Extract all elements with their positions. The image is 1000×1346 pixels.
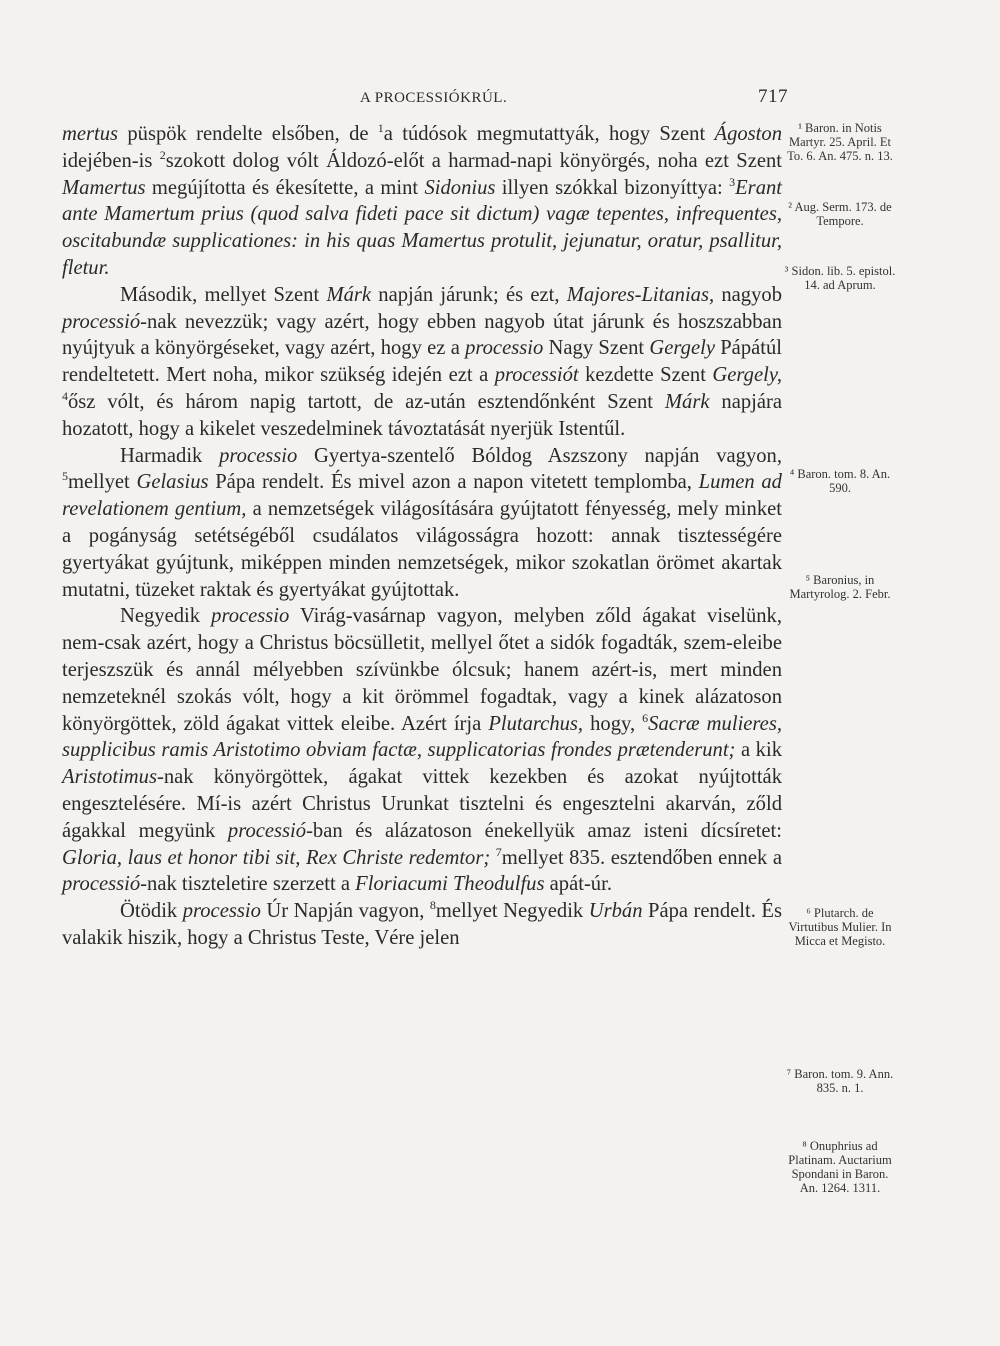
paragraph: [62, 443, 782, 604]
margin-note: ³ Sidon. lib. 5. epistol. 14. ad Aprum.: [784, 264, 896, 292]
text-run: -nak tiszteletire szerzett a: [140, 873, 356, 896]
text-run: kezdette Szent: [578, 364, 713, 387]
footnote-marker: 6: [642, 710, 649, 725]
margin-note: ² Aug. Serm. 173. de Tempore.: [788, 200, 892, 228]
italic-run: Floriacumi Theodulfus: [355, 873, 545, 896]
text-run: szokott dolog vólt Áldozó-előt a harmad-napi könyörgés, noha ezt Szent: [165, 149, 783, 172]
footnote-marker: 5: [62, 469, 68, 484]
italic-run: Gergely: [649, 337, 715, 360]
text-run: Gyertya-szentelő Bóldog Aszszony napján vagyon,: [297, 444, 782, 467]
italic-run: Sacræ mulieres, supplicibus ramis Aristotimo obviam factæ, supplicatorias frondes prætenderunt;: [62, 712, 782, 762]
text-run: Negyedik: [120, 605, 212, 628]
italic-run: processiót: [494, 364, 579, 387]
italic-run: processio: [465, 337, 544, 360]
text-run: hogy,: [583, 712, 643, 735]
margin-note: ⁷ Baron. tom. 9. Ann. 835. n. 1.: [786, 1067, 894, 1095]
text-run: a nemzetségek világosítására gyújtatott fényesség, mely minket a pogányság setétségéből csudálatos világosságra hozott: annak tisztességére gyertyákat gyújtunk, miképpen minden nemzetségek, mikor szokatlan örömet akartak mutatni, tüzeket raktak és gyertyákat gyújtottak.: [62, 498, 782, 601]
text-run: a túdósok megmutattyák, hogy Szent: [383, 123, 715, 145]
page-number: 717: [758, 86, 788, 107]
text-run: Pápátúl rendeltetett. Mert noha, mikor szükség idején ezt a: [62, 337, 782, 387]
margin-note: ⁵ Baronius, in Martyrolog. 2. Febr.: [789, 573, 891, 601]
italic-run: processio: [211, 605, 290, 628]
italic-run: Márk: [326, 283, 372, 306]
text-run: -nak nevezzük; vagy azért, hogy ebben nagyob útat járunk és hoszszabban nyújtyuk a könyörgéseket, vagy azért, hogy ez a: [62, 310, 782, 360]
text-run: Pápa rendelt. És valakik hiszik, hogy a Christus Teste, Vére jelen: [62, 900, 782, 949]
italic-run: Mamertus: [62, 176, 146, 199]
footnote-marker: 7: [495, 844, 502, 859]
italic-run: Majores-Litanias,: [566, 283, 715, 306]
footnote-marker: 2: [159, 147, 166, 162]
running-title: A PROCESSIÓKRÚL.: [360, 90, 508, 106]
text-run: a kik: [735, 739, 782, 762]
running-header: [360, 86, 788, 112]
footnote-marker: 4: [62, 389, 68, 404]
paragraph: [62, 603, 782, 898]
text-run: napján járunk; és ezt,: [371, 283, 567, 306]
italic-run: Gloria, laus et honor tibi sit, Rex Christe redemtor;: [62, 846, 491, 869]
text-run: napjára hozatott, hogy a kikelet veszedelminek távoztatását nyerjük Istentűl.: [62, 390, 782, 440]
text-run: -nak könyörgöttek, ágakat vittek kezekben és azokat nyújtották engesztelésére. Mí-is azért Christus Urunkat tisztelni és engesztelni akarván, zőld ágakkal megyünk: [62, 766, 782, 842]
italic-run: Aristotimus: [62, 766, 157, 789]
margin-note: ⁴ Baron. tom. 8. An. 590.: [789, 467, 891, 495]
text-run: mellyet: [68, 471, 137, 494]
text-run: Nagy Szent: [543, 337, 650, 360]
text-run: Virág-vasárnap vagyon, melyben zőld ágakat viselünk, nem-csak azért, hogy a Christus böcsülletit, mellyel őtet a sidók fogadták, szem-eleibe terjeszszük és annál mélyebben szívünkbe ólcsuk; hanem azért-is, mert minden nemzeteknél szokás vólt, hogy a kit örömmel fogadtak, vagy a kinek alázatoson könyörgöttek, zöld ágakat vittek eleibe. Azért írja: [62, 605, 782, 735]
text-run: mellyet Negyedik: [435, 900, 589, 923]
margin-note: ¹ Baron. in Notis Martyr. 25. April. Et To. 6. An. 475. n. 13.: [787, 121, 893, 163]
italic-run: Lumen ad revelationem gentium,: [62, 471, 782, 521]
text-run: idejében-is: [62, 149, 160, 172]
text-run: -ban és alázatoson énekellyük amaz isteni dícsíretet:: [306, 819, 782, 842]
margin-note: ⁸ Onuphrius ad Platinam. Auctarium Spondani in Baron. An. 1264. 1311.: [788, 1139, 892, 1195]
italic-run: Erant ante Mamertum prius (quod salva fideti pace sit dictum) vagæ tepentes, infrequentes, oscitabundæ supplicationes: in his quas Mamertus protulit, jejunatur, oratur, psallitur, fletur.: [62, 176, 783, 279]
text-run: Úr Napján vagyon,: [260, 900, 430, 923]
text-run: mellyet 835. esztendőben ennek a: [501, 846, 782, 869]
text-run: Ötödik: [120, 900, 183, 923]
text-run: Pápa rendelt. És mivel azon a napon vitetett templomba,: [208, 471, 699, 494]
main-text: [62, 121, 782, 952]
italic-run: Gergely,: [712, 364, 782, 387]
italic-run: Urbán: [588, 900, 643, 923]
text-run: nagyob: [714, 283, 782, 306]
footnote-marker: 8: [429, 898, 436, 913]
italic-run: processió: [62, 310, 141, 333]
footnote-marker: 1: [377, 121, 384, 136]
text-run: Második, mellyet Szent: [120, 283, 327, 306]
text-run: Harmadik: [120, 444, 220, 467]
italic-run: Márk: [664, 390, 710, 413]
italic-run: Sidonius: [424, 176, 496, 199]
paragraph: [62, 898, 782, 952]
text-run: püspök rendelte elsőben, de: [118, 123, 378, 145]
italic-run: Plutarchus,: [488, 712, 584, 735]
text-run: ősz vólt, és három napig tartott, de az-után esztendőnként Szent: [68, 390, 665, 413]
margin-note: ⁶ Plutarch. de Virtutibus Mulier. In Micca et Megisto.: [788, 906, 892, 948]
italic-run: processió: [227, 819, 307, 842]
paragraph: [62, 121, 782, 282]
text-run: apát-úr.: [544, 873, 612, 896]
italic-run: Ágoston: [714, 123, 782, 145]
italic-run: processió: [62, 873, 141, 896]
italic-run: mertus: [62, 123, 119, 145]
italic-run: Gelasius: [136, 471, 209, 494]
italic-run: processio: [219, 444, 298, 467]
text-run: illyen szókkal bizonyíttya:: [495, 176, 730, 199]
footnote-marker: 3: [729, 174, 736, 189]
italic-run: processio: [182, 900, 261, 923]
text-run: megújította és ékesítette, a mint: [145, 176, 425, 199]
paragraph: [62, 282, 782, 443]
